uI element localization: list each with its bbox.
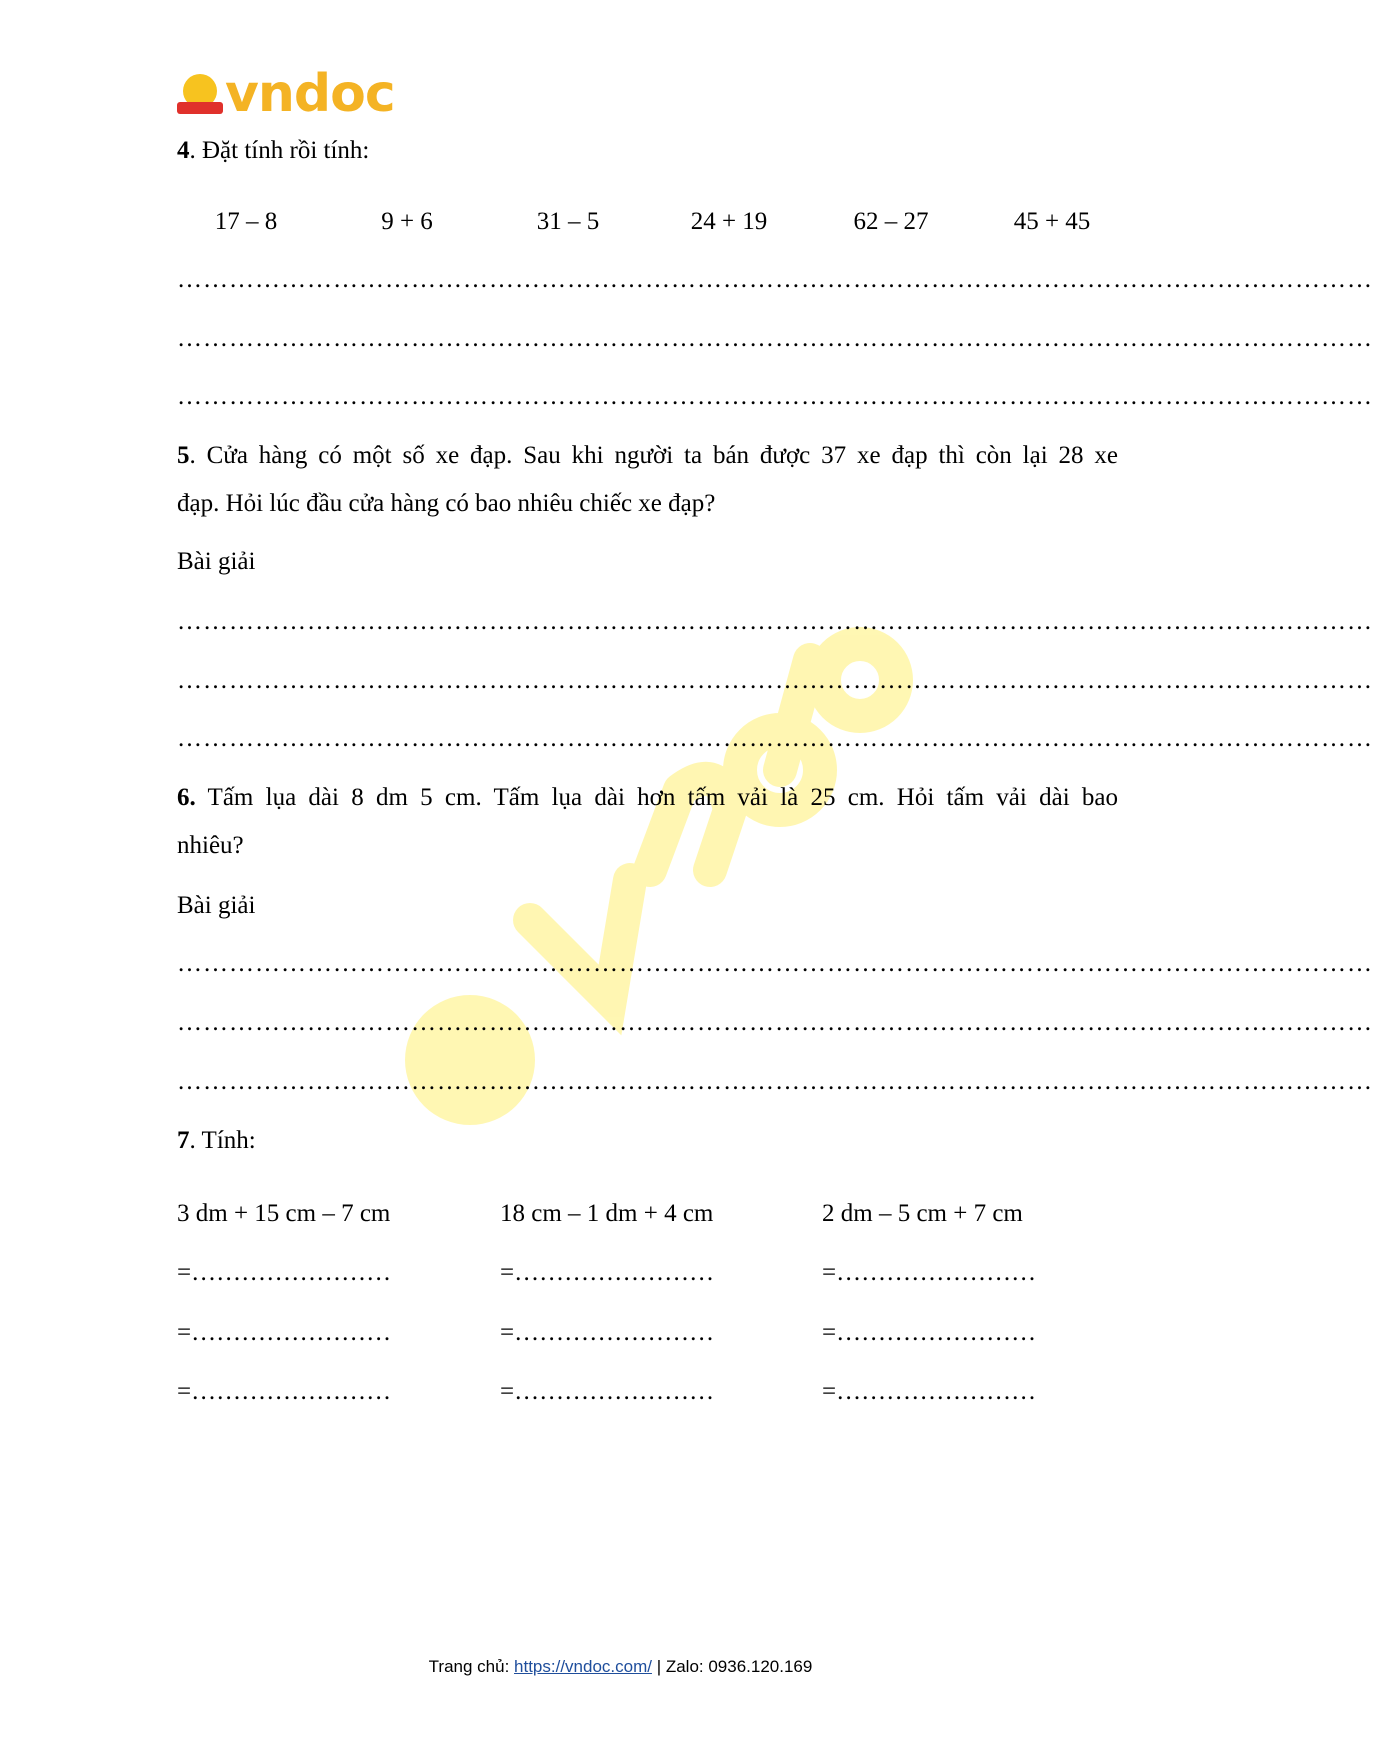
q4-expression: 62 – 27: [853, 208, 929, 235]
q7-expression: 3 dm + 15 cm – 7 cm: [177, 1200, 391, 1227]
question-5-line-1: [177, 441, 1118, 471]
q7-answer-line[interactable]: =……………………: [177, 1319, 392, 1346]
q7-answer-line[interactable]: =……………………: [822, 1259, 1037, 1286]
answer-dotted-line[interactable]: …………………………………………………………………………………………………………………………: [177, 266, 1373, 293]
answer-dotted-line[interactable]: …………………………………………………………………………………………………………………………: [177, 667, 1373, 694]
q7-answer-line[interactable]: =……………………: [500, 1319, 715, 1346]
vndoc-logo: [177, 64, 395, 124]
q7-answer-line[interactable]: =……………………: [177, 1378, 392, 1405]
question-6-line-1: [177, 783, 1118, 813]
q4-expression: 9 + 6: [381, 208, 433, 235]
solution-label: Bài giải: [177, 548, 256, 575]
question-number: 5: [177, 442, 190, 469]
q7-expression: 2 dm – 5 cm + 7 cm: [822, 1200, 1023, 1227]
answer-dotted-line[interactable]: …………………………………………………………………………………………………………………………: [177, 1009, 1373, 1036]
question-text: . Tính:: [189, 1127, 256, 1154]
logo-text: vndoc: [225, 64, 395, 124]
footer-zalo: | Zalo: 0936.120.169: [651, 1657, 813, 1676]
question-number: 7: [177, 1127, 190, 1154]
q4-expression: 45 + 45: [1013, 208, 1091, 235]
q4-expression: 24 + 19: [690, 208, 768, 235]
chick-mascot-icon: [177, 70, 223, 118]
q7-answer-line[interactable]: =……………………: [500, 1259, 715, 1286]
footer-label: Trang chủ:: [428, 1657, 515, 1676]
question-7-title: [177, 1126, 256, 1156]
q7-answer-line[interactable]: =……………………: [822, 1378, 1037, 1405]
answer-dotted-line[interactable]: …………………………………………………………………………………………………………………………: [177, 950, 1373, 977]
q4-expression: 17 – 8: [214, 208, 278, 235]
q7-answer-line[interactable]: =……………………: [177, 1259, 392, 1286]
q7-answer-line[interactable]: =……………………: [822, 1319, 1037, 1346]
question-text: . Cửa hàng có một số xe đạp. Sau khi người ta bán được 37 xe đạp thì còn lại 28 xe: [189, 442, 1118, 469]
question-5-line-2: đạp. Hỏi lúc đầu cửa hàng có bao nhiêu chiếc xe đạp?: [177, 490, 716, 517]
question-4-title: [177, 136, 369, 166]
q7-answer-line[interactable]: =……………………: [500, 1378, 715, 1405]
homepage-link[interactable]: https://vndoc.com/: [514, 1657, 652, 1676]
question-number: 6.: [177, 784, 196, 811]
question-6-line-2: nhiêu?: [177, 832, 244, 859]
answer-dotted-line[interactable]: …………………………………………………………………………………………………………………………: [177, 608, 1373, 635]
question-text: Tấm lụa dài 8 dm 5 cm. Tấm lụa dài hơn tấm vải là 25 cm. Hỏi tấm vải dài bao: [195, 784, 1118, 811]
answer-dotted-line[interactable]: …………………………………………………………………………………………………………………………: [177, 383, 1373, 410]
question-text: . Đặt tính rồi tính:: [189, 137, 370, 164]
question-number: 4: [177, 137, 190, 164]
solution-label: Bài giải: [177, 892, 256, 919]
answer-dotted-line[interactable]: …………………………………………………………………………………………………………………………: [177, 1068, 1373, 1095]
q7-expression: 18 cm – 1 dm + 4 cm: [500, 1200, 714, 1227]
answer-dotted-line[interactable]: …………………………………………………………………………………………………………………………: [177, 325, 1373, 352]
answer-dotted-line[interactable]: …………………………………………………………………………………………………………………………: [177, 725, 1373, 752]
q4-expression: 31 – 5: [536, 208, 600, 235]
page-footer: [0, 1657, 1241, 1677]
